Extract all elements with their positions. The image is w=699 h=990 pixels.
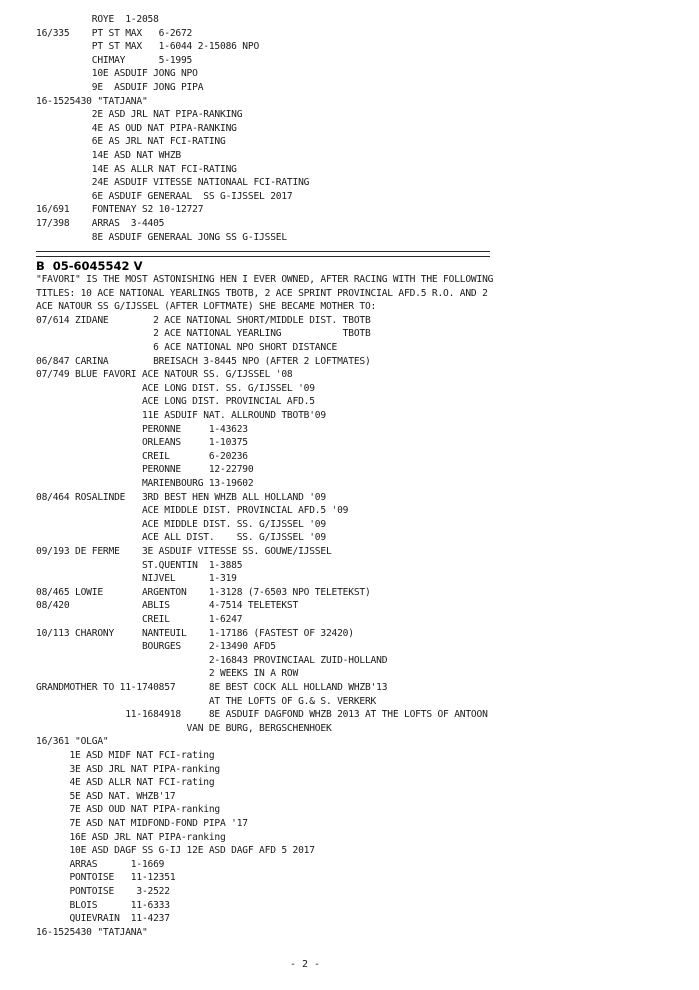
- text-line: 7E ASD OUD NAT PIPA-ranking: [36, 804, 221, 816]
- text-line: VAN DE BURG, BERGSCHENHOEK: [36, 722, 332, 734]
- text-line: 7E ASD NAT MIDFOND-FOND PIPA '17: [36, 818, 248, 829]
- text-line: 2 ACE NATIONAL YEARLING TBOTB: [36, 328, 371, 340]
- text-line: 4E AS OUD NAT PIPA-RANKING: [36, 122, 237, 134]
- text-line: "FAVORI" IS THE MOST ASTONISHING HEN I EVER OWNED, AFTER RACING WITH THE FOLLOWING: [36, 274, 494, 285]
- text-line: 6E ASDUIF GENERAAL SS G-IJSSEL 2017: [36, 190, 293, 202]
- text-line: 2-16843 PROVINCIAAL ZUID-HOLLAND: [36, 654, 388, 666]
- text-line: ACE MIDDLE DIST. PROVINCIAL AFD.5 '09: [36, 505, 349, 517]
- section-heading: B 05-6045542 V: [36, 259, 143, 273]
- text-line: ARRAS 1-1669: [36, 858, 165, 870]
- text-line: ACE LONG DIST. SS. G/IJSSEL '09: [36, 382, 315, 394]
- text-line: 10E ASD DAGF SS G-IJ 12E ASD DAGF AFD 5 2017: [36, 845, 315, 857]
- text-line: 4E ASD ALLR NAT FCI-rating: [36, 777, 215, 789]
- text-line: 2E ASD JRL NAT PIPA-RANKING: [36, 109, 243, 121]
- text-line: 08/465 LOWIE ARGENTON 1-3128 (7-6503 NPO TELETEKST): [36, 586, 371, 598]
- text-line: 11E ASDUIF NAT. ALLROUND TBOTB'09: [36, 410, 326, 421]
- text-line: 16E ASD JRL NAT PIPA-ranking: [36, 831, 226, 843]
- text-line: NIJVEL 1-319: [36, 573, 237, 585]
- text-line: MARIENBOURG 13-19602: [36, 478, 254, 489]
- text-line: 16/361 "OLGA": [36, 736, 109, 748]
- text-line: ST.QUENTIN 1-3885: [36, 559, 243, 571]
- text-line: 14E AS ALLR NAT FCI-RATING: [36, 163, 237, 175]
- text-line: BLOIS 11-6333: [36, 899, 170, 911]
- text-line: 10E ASDUIF JONG NPO: [36, 68, 198, 80]
- text-line: 5E ASD NAT. WHZB'17: [36, 790, 176, 802]
- text-line: CHIMAY 5-1995: [36, 54, 193, 66]
- text-line: 17/398 ARRAS 3-4405: [36, 218, 165, 229]
- page-number: - 2 -: [289, 959, 321, 970]
- text-line: 08/464 ROSALINDE 3RD BEST HEN WHZB ALL HOLLAND '09: [36, 491, 326, 503]
- text-line: ORLEANS 1-10375: [36, 437, 248, 449]
- text-line: ACE NATOUR SS G/IJSSEL (AFTER LOFTMATE) SHE BECAME MOTHER TO:: [36, 301, 377, 313]
- text-line: 11-1684918 8E ASDUIF DAGFOND WHZB 2013 AT THE LOFTS OF ANTOON: [36, 709, 488, 721]
- text-line: PONTOISE 3-2522: [36, 886, 170, 897]
- text-line: ROYE 1-2058: [36, 14, 159, 25]
- text-line: 24E ASDUIF VITESSE NATIONAAL FCI-RATING: [36, 177, 310, 189]
- text-line: 6E AS JRL NAT FCI-RATING: [36, 136, 226, 148]
- text-line: PERONNE 1-43623: [36, 423, 248, 435]
- text-line: AT THE LOFTS OF G.& S. VERKERK: [36, 695, 377, 707]
- text-line: 9E ASDUIF JONG PIPA: [36, 82, 204, 93]
- text-line: 16-1525430 "TATJANA": [36, 926, 148, 938]
- text-line: CREIL 6-20236: [36, 450, 248, 462]
- text-line: 06/847 CARINA BREISACH 3-8445 NPO (AFTER 2 LOFTMATES): [36, 355, 371, 367]
- text-line: PERONNE 12-22790: [36, 464, 254, 476]
- text-line: PT ST MAX 1-6044 2-15086 NPO: [36, 41, 260, 53]
- text-line: BOURGES 2-13490 AFD5: [36, 641, 276, 653]
- text-line: PONTOISE 11-12351: [36, 872, 176, 884]
- text-line: 16/691 FONTENAY S2 10-12727: [36, 204, 204, 216]
- text-line: 8E ASDUIF GENERAAL JONG SS G-IJSSEL: [36, 231, 287, 243]
- text-line: ACE MIDDLE DIST. SS. G/IJSSEL '09: [36, 518, 326, 530]
- text-line: 16-1525430 "TATJANA": [36, 95, 148, 107]
- text-line: TITLES: 10 ACE NATIONAL YEARLINGS TBOTB, 2 ACE SPRINT PROVINCIAL AFD.5 R.O. AND 2: [36, 287, 488, 299]
- text-line: 09/193 DE FERME 3E ASDUIF VITESSE SS. GOUWE/IJSSEL: [36, 546, 332, 557]
- text-line: QUIEVRAIN 11-4237: [36, 913, 170, 925]
- text-line: GRANDMOTHER TO 11-1740857 8E BEST COCK ALL HOLLAND WHZB'13: [36, 682, 388, 693]
- text-line: 08/420 ABLIS 4-7514 TELETEKST: [36, 600, 299, 612]
- text-line: 07/614 ZIDANE 2 ACE NATIONAL SHORT/MIDDLE DIST. TBOTB: [36, 314, 371, 326]
- section-divider: [36, 251, 490, 257]
- text-line: 10/113 CHARONY NANTEUIL 1-17186 (FASTEST OF 32420): [36, 627, 354, 639]
- text-line: ACE LONG DIST. PROVINCIAL AFD.5: [36, 396, 315, 408]
- text-line: 6 ACE NATIONAL NPO SHORT DISTANCE: [36, 342, 338, 353]
- text-line: 07/749 BLUE FAVORI ACE NATOUR SS. G/IJSSEL '08: [36, 369, 293, 381]
- text-line: 3E ASD JRL NAT PIPA-ranking: [36, 763, 221, 775]
- text-line: 16/335 PT ST MAX 6-2672: [36, 27, 193, 39]
- text-line: ACE ALL DIST. SS. G/IJSSEL '09: [36, 532, 326, 544]
- text-line: CREIL 1-6247: [36, 614, 243, 625]
- text-line: 14E ASD NAT WHZB: [36, 150, 181, 161]
- text-line: 1E ASD MIDF NAT FCI-rating: [36, 750, 215, 761]
- text-line: 2 WEEKS IN A ROW: [36, 668, 299, 680]
